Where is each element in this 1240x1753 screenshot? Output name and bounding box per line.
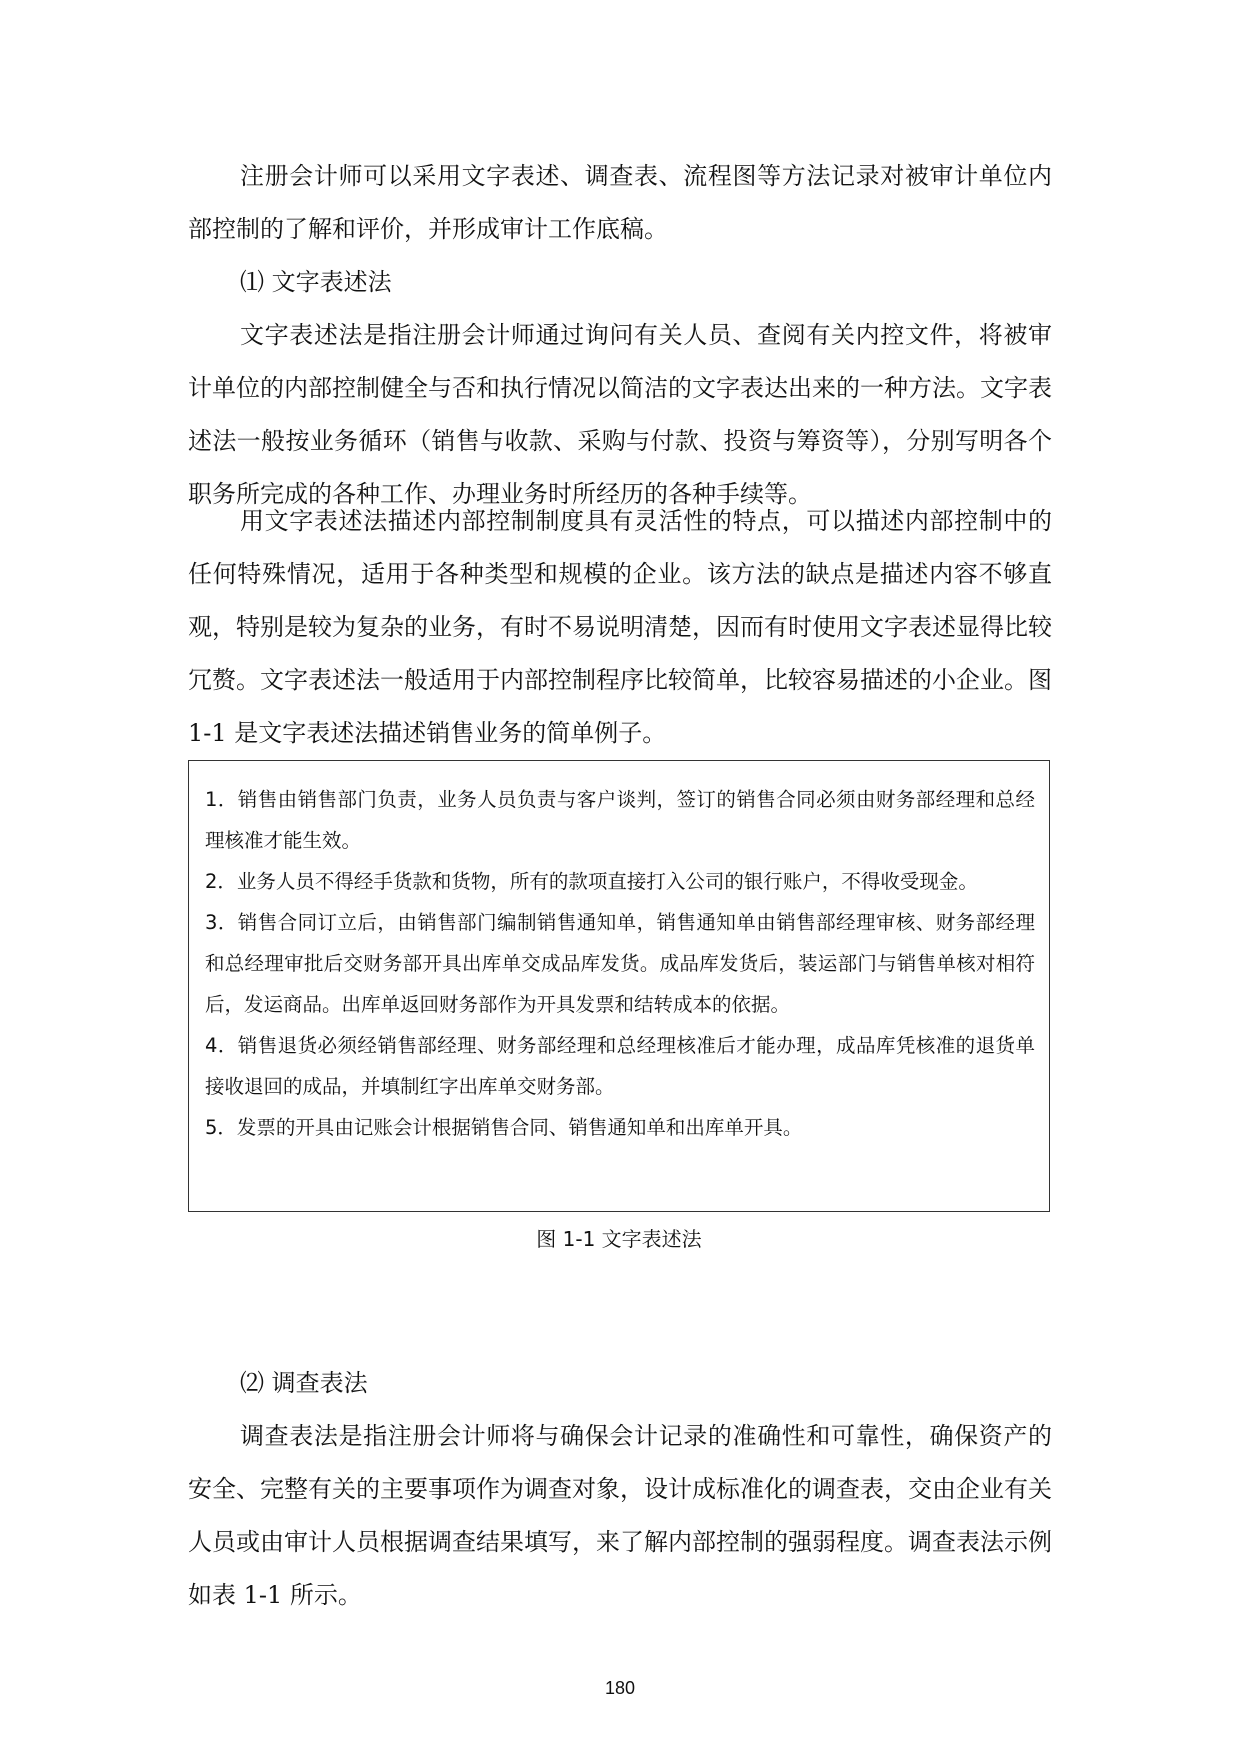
section-heading-text-description: ⑴ 文字表述法 [240,268,392,296]
figure-item-2: 2．业务人员不得经手货款和货物，所有的款项直接打入公司的银行账户，不得收受现金。 [205,870,978,893]
paragraph-text-description-features: 用文字表述法描述内部控制制度具有灵活性的特点，可以描述内部控制中的任何特殊情况，适用于各种类型和规模的企业。该方法的缺点是描述内容不够直观，特别是较为复杂的业务，有时不易说明清楚，因而有时使用文字表述显得比较冗赘。文字表述法一般适用于内部控制程序比较简单，比较容易描述的小企业。图 1-1 是文字表述法描述销售业务的简单例子。 [188,507,1052,747]
figure-item-4: 4．销售退货必须经销售部经理、财务部经理和总经理核准后才能办理，成品库凭核准的退货单接收退回的成品，并填制红字出库单交财务部。 [205,1034,1035,1098]
paragraph-questionnaire-definition: 调查表法是指注册会计师将与确保会计记录的准确性和可靠性，确保资产的安全、完整有关的主要事项作为调查对象，设计成标准化的调查表，交由企业有关人员或由审计人员根据调查结果填写，来了解内部控制的强弱程度。调查表法示例如表 1-1 所示。 [188,1422,1052,1609]
figure-item-1: 1．销售由销售部门负责，业务人员负责与客户谈判，签订的销售合同必须由财务部经理和总经理核准才能生效。 [205,788,1035,852]
paragraph-text-description-definition: 文字表述法是指注册会计师通过询问有关人员、查阅有关内控文件，将被审计单位的内部控制健全与否和执行情况以简洁的文字表达出来的一种方法。文字表述法一般按业务循环（销售与收款、采购与付款、投资与筹资等），分别写明各个职务所完成的各种工作、办理业务时所经历的各种手续等。 [188,321,1052,508]
figure-box [188,760,1050,1212]
paragraph-intro: 注册会计师可以采用文字表述、调查表、流程图等方法记录对被审计单位内部控制的了解和评价，并形成审计工作底稿。 [188,162,1052,243]
page-number: 180 [604,1678,636,1698]
figure-caption: 图 1-1 文字表述法 [536,1227,702,1251]
section-heading-questionnaire: ⑵ 调查表法 [240,1369,368,1397]
figure-item-3: 3．销售合同订立后，由销售部门编制销售通知单，销售通知单由销售部经理审核、财务部经理和总经理审批后交财务部开具出库单交成品库发货。成品库发货后，装运部门与销售单核对相符后，发运商品。出库单返回财务部作为开具发票和结转成本的依据。 [205,911,1035,1016]
figure-item-5: 5．发票的开具由记账会计根据销售合同、销售通知单和出库单开具。 [205,1116,803,1139]
